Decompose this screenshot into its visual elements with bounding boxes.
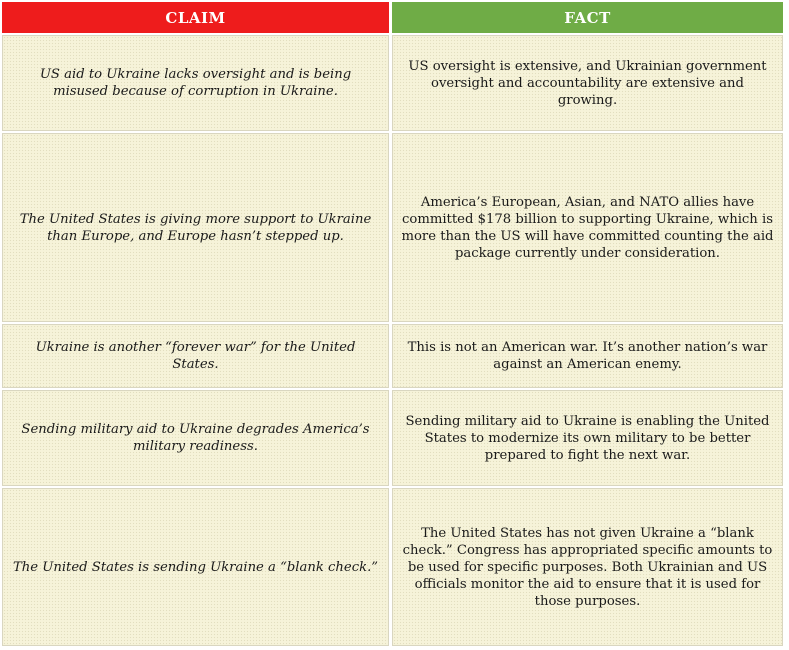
claim-cell: [2, 324, 389, 388]
fact-text: This is not an American war. It’s another nation’s war against an American enemy.: [407, 340, 768, 372]
claim-cell: [2, 35, 389, 131]
fact-cell: [392, 488, 783, 646]
claim-text: Ukraine is another “forever war” for the United States.: [35, 340, 356, 372]
fact-text: The United States has not given Ukraine a “blank check.” Congress has appropriated specific amounts to be used for specific purposes. Both Ukrainian and US officials monitor the aid to ensure that it is used for those purposes.: [402, 525, 773, 609]
claim-cell: [2, 133, 389, 322]
claim-cell: [2, 390, 389, 486]
fact-text: Sending military aid to Ukraine is enabling the United States to modernize its own military to be better prepared to fight the next war.: [405, 413, 770, 463]
fact-cell: [392, 35, 783, 131]
claim-text: The United States is sending Ukraine a “blank check.”: [12, 559, 379, 575]
fact-column-header: FACT: [392, 2, 783, 33]
fact-text: America’s European, Asian, and NATO allies have committed $178 billion to supporting Ukraine, which is more than the US will have committed counting the aid package currently under consideration.: [401, 194, 774, 261]
fact-cell: [392, 324, 783, 388]
claim-text: US aid to Ukraine lacks oversight and is being misused because of corruption in Ukraine.: [39, 67, 352, 99]
fact-text: US oversight is extensive, and Ukrainian government oversight and accountability are extensive and growing.: [408, 58, 767, 108]
fact-cell: [392, 390, 783, 486]
claim-text: The United States is giving more support to Ukraine than Europe, and Europe hasn’t stepped up.: [19, 211, 372, 244]
claim-column-header: CLAIM: [2, 2, 389, 33]
fact-cell: [392, 133, 783, 322]
claim-text: Sending military aid to Ukraine degrades America’s military readiness.: [21, 422, 370, 454]
claim-cell: [2, 488, 389, 646]
